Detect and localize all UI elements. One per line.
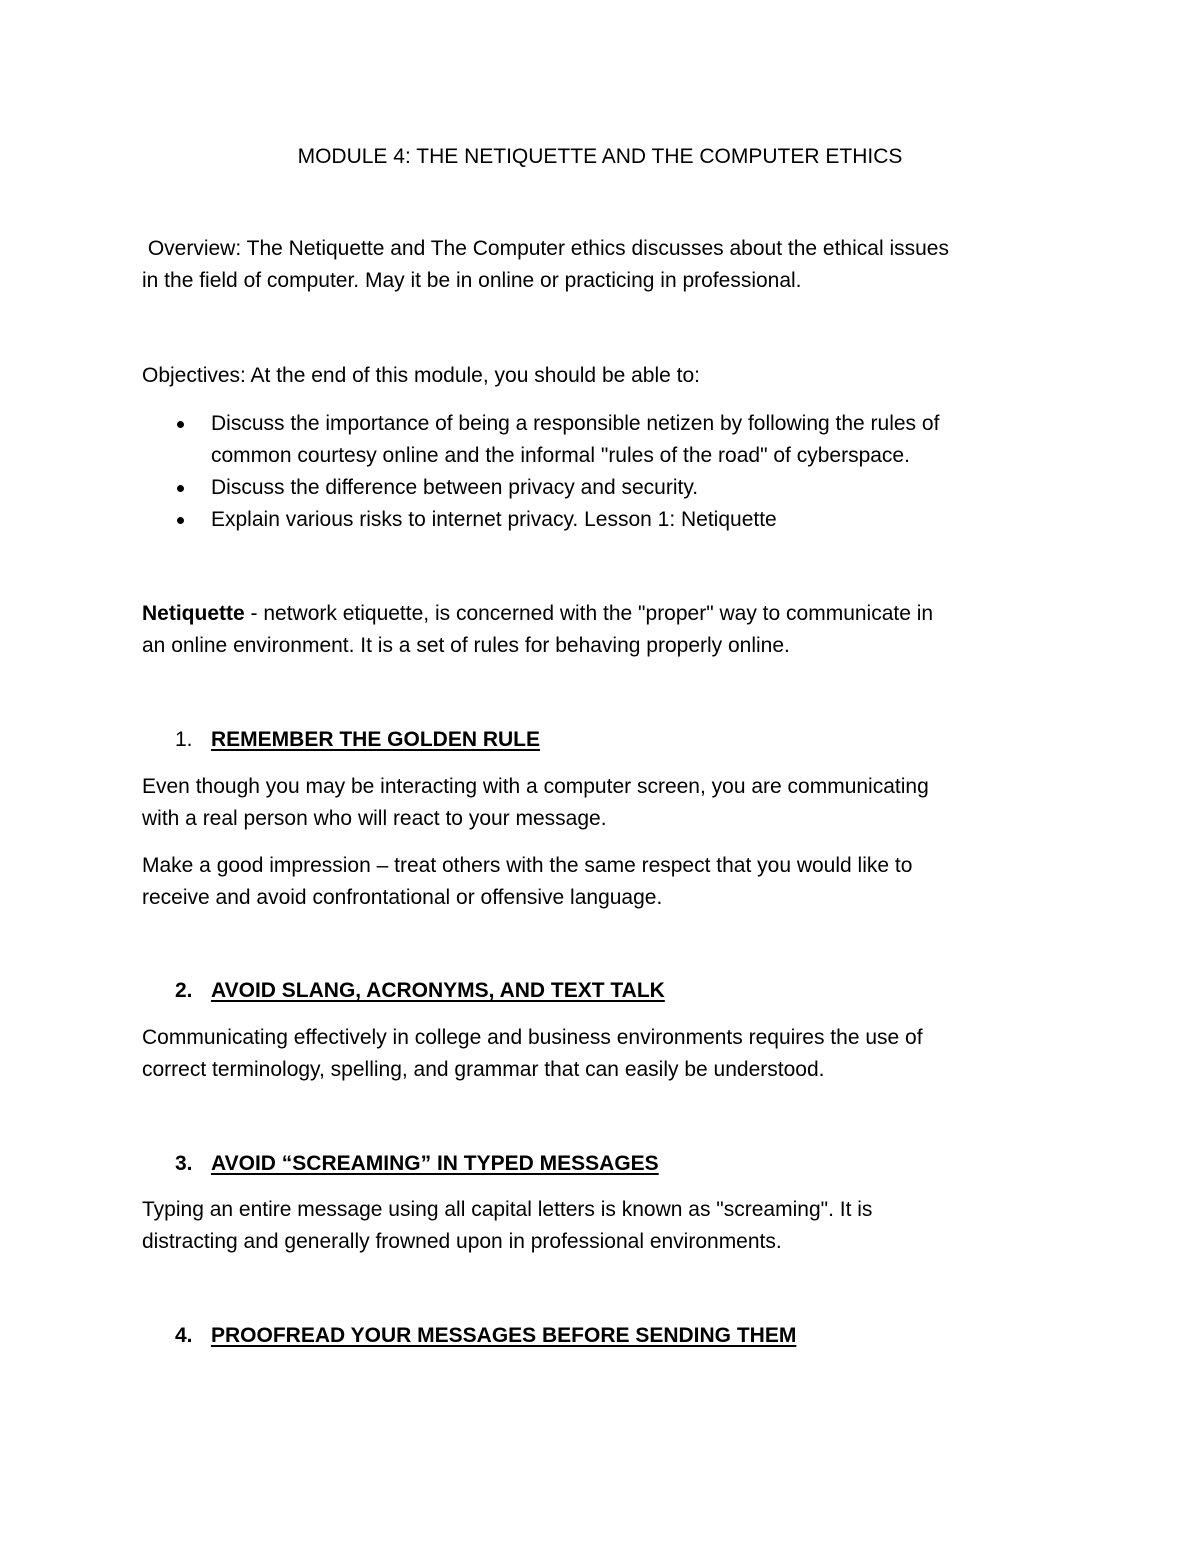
bullet-icon [177,421,184,428]
objective-item [142,408,1062,472]
objective-item [142,504,1062,536]
bullet-icon [177,485,184,492]
objective-item-line-1: Discuss the importance of being a responsible netizen by following the rules of [211,412,940,435]
rule-paragraph-line-2: with a real person who will react to your message. [142,807,607,830]
objectives-intro: Objectives: At the end of this module, you should be able to: [142,364,701,387]
rule-paragraph-line-1: Even though you may be interacting with a computer screen, you are communicating [142,775,929,798]
rule-paragraph-line-2: distracting and generally frowned upon in professional environments. [142,1230,782,1253]
rule-heading-text: REMEMBER THE GOLDEN RULE [211,728,541,751]
objective-item-line-1: Discuss the difference between privacy and security. [211,476,699,499]
objectives-list [142,408,1062,536]
rule-number: 3. [175,1152,193,1175]
rule-paragraph-line-1: Make a good impression – treat others with the same respect that you would like to [142,854,913,877]
rule-paragraph-line-1: Communicating effectively in college and business environments requires the use of [142,1026,923,1049]
rule-paragraph [142,771,1062,835]
rule-heading-text: PROOFREAD YOUR MESSAGES BEFORE SENDING THEM [211,1324,797,1347]
rule-heading-text: AVOID SLANG, ACRONYMS, AND TEXT TALK [211,979,665,1002]
netiquette-definition [142,598,1062,662]
netiquette-definition-line-2: an online environment. It is a set of rules for behaving properly online. [142,634,790,657]
netiquette-definition-line-1: - network etiquette, is concerned with the "proper" way to communicate in [244,602,934,625]
rule-paragraph [142,850,1062,914]
overview-line-1: Overview: The Netiquette and The Computer ethics discusses about the ethical issues [142,237,949,260]
rule-paragraph [142,1022,1062,1086]
rule-heading-text: AVOID “SCREAMING” IN TYPED MESSAGES [211,1152,659,1175]
rule-number: 4. [175,1324,193,1347]
bullet-icon [177,517,184,524]
netiquette-term: Netiquette [142,602,245,625]
rule-number: 1. [175,728,193,751]
objective-item-line-1: Explain various risks to internet privacy. Lesson 1: Netiquette [211,508,777,531]
rule-paragraph-line-2: receive and avoid confrontational or offensive language. [142,886,663,909]
page-title: MODULE 4: THE NETIQUETTE AND THE COMPUTER ETHICS [297,145,903,168]
rule-paragraph-line-2: correct terminology, spelling, and grammar that can easily be understood. [142,1058,825,1081]
objective-item-line-2: common courtesy online and the informal "rules of the road" of cyberspace. [211,444,910,467]
rule-paragraph [142,1194,1062,1258]
objective-item [142,472,1062,504]
overview-line-2: in the field of computer. May it be in online or practicing in professional. [142,269,802,292]
rule-paragraph-line-1: Typing an entire message using all capital letters is known as "screaming". It is [142,1198,873,1221]
rule-number: 2. [175,979,193,1002]
overview-paragraph [142,233,1062,297]
